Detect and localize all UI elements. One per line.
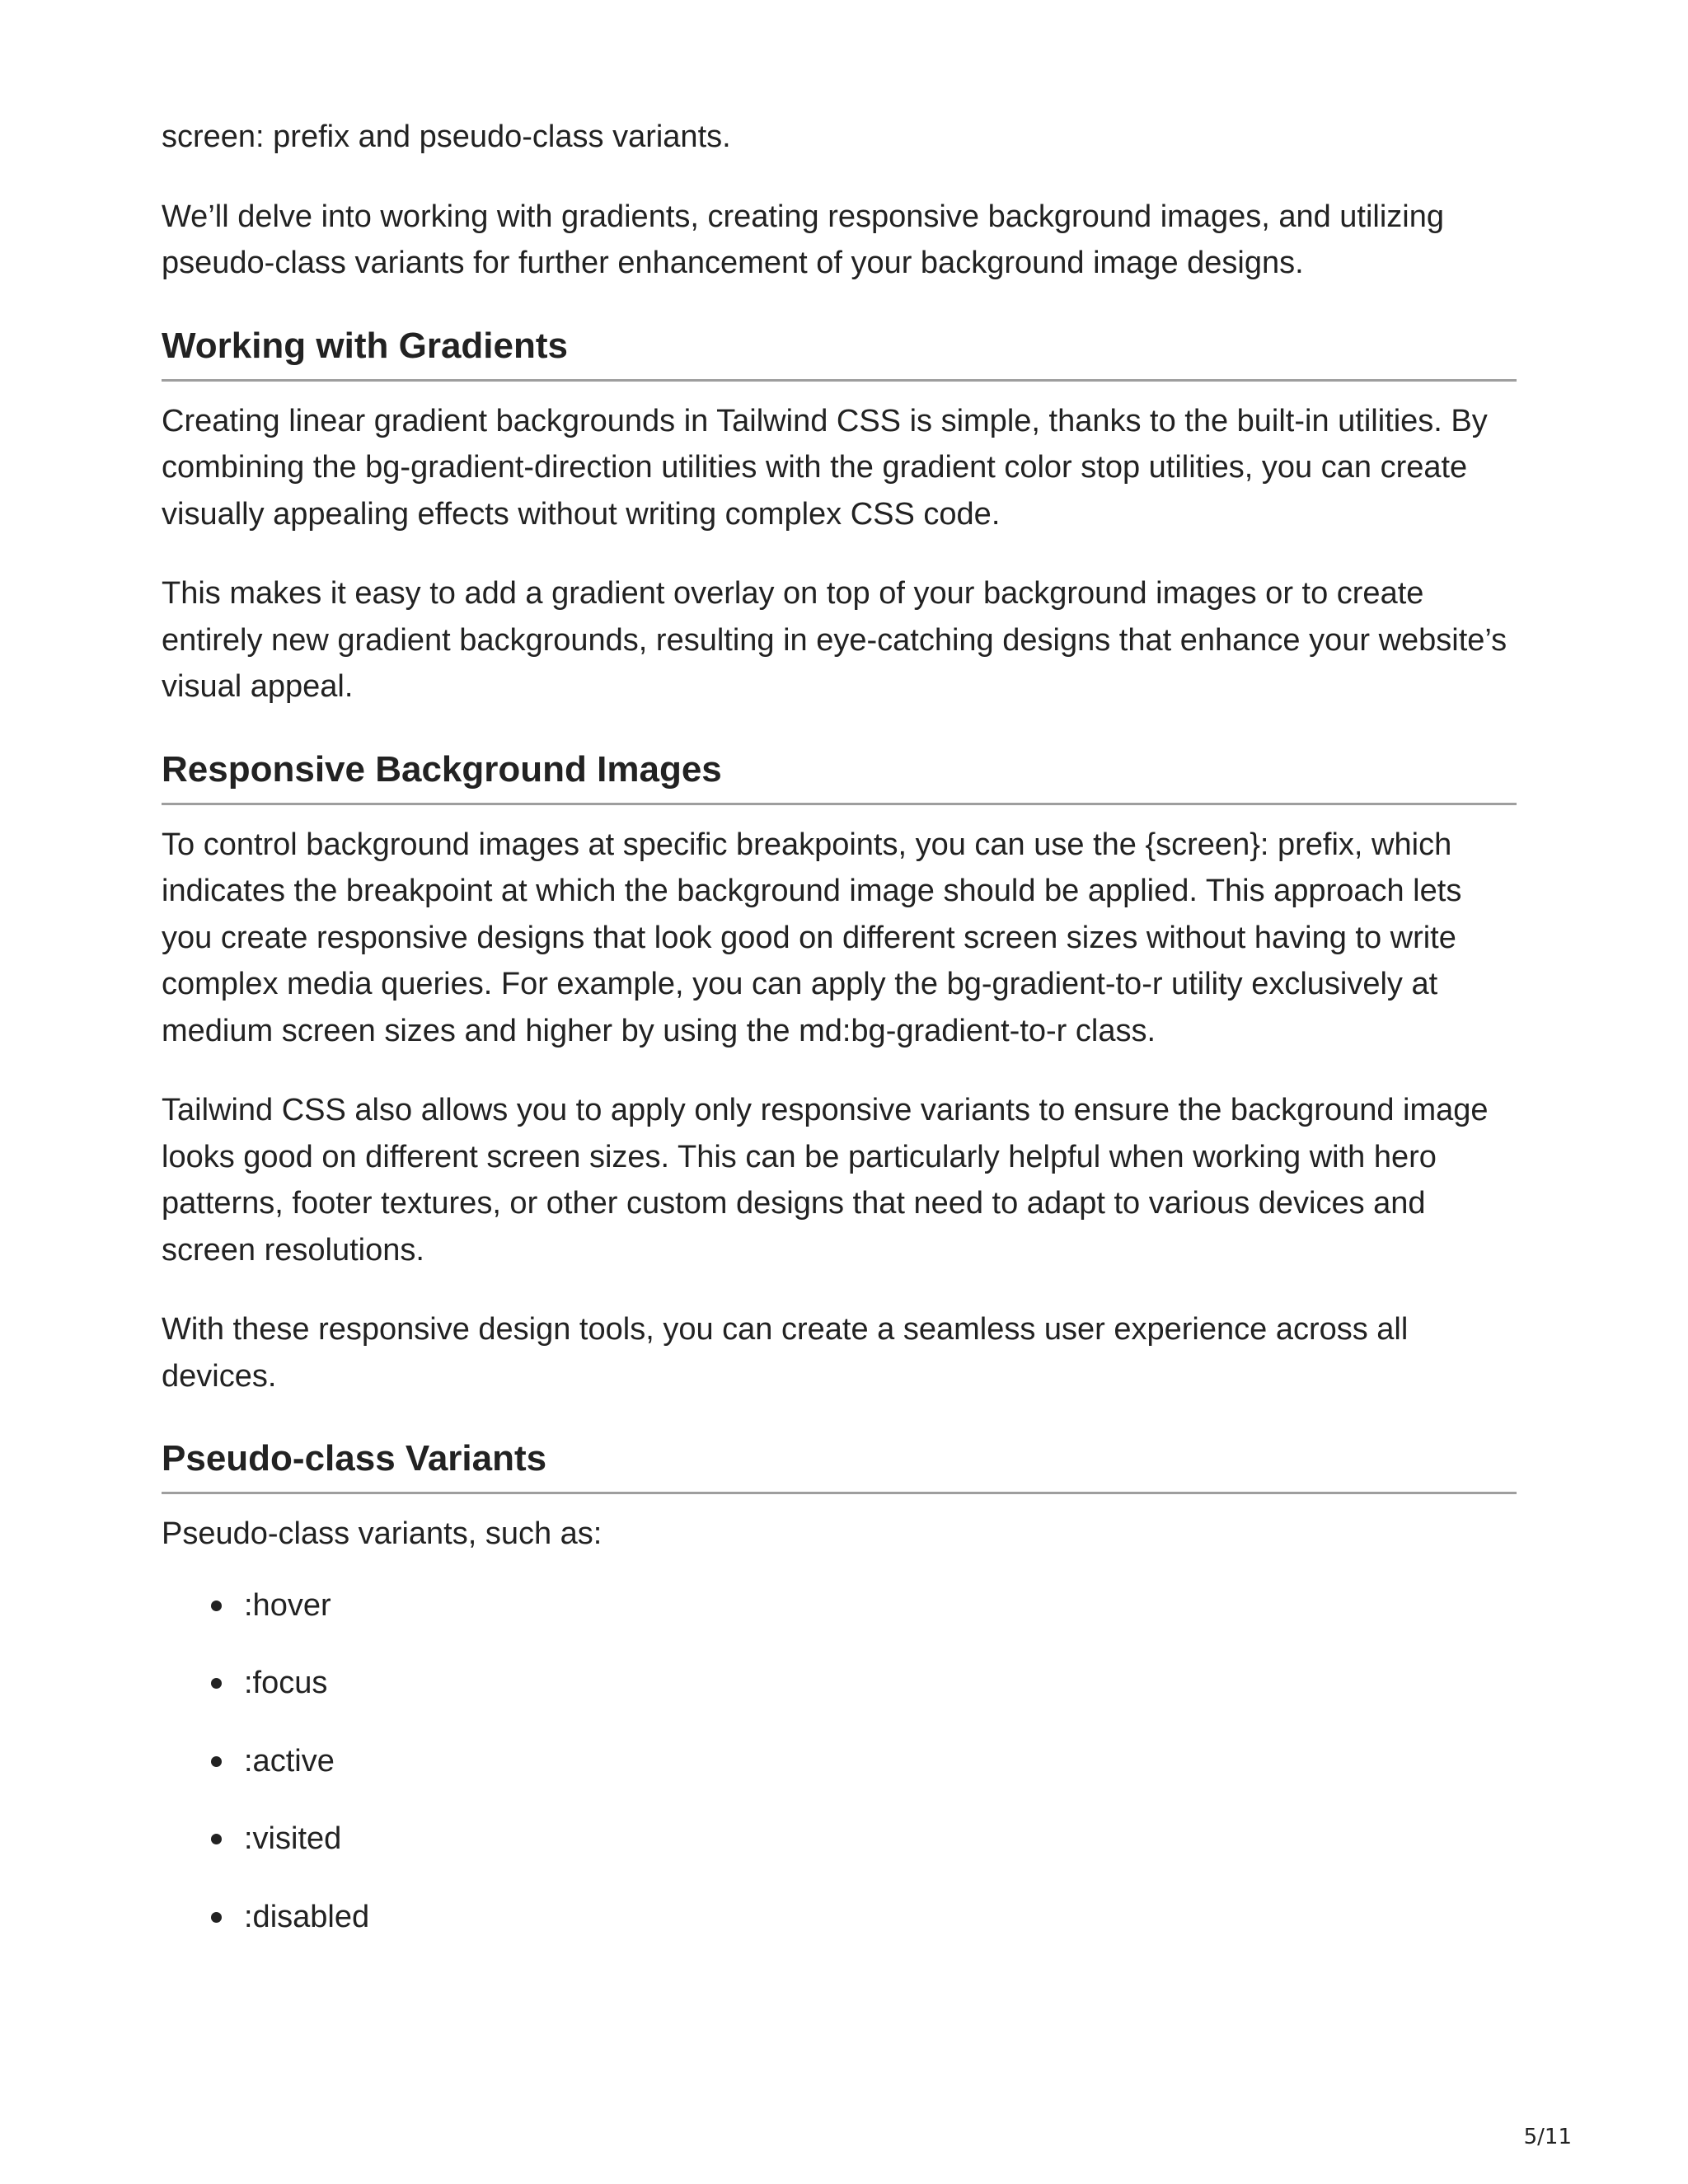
list-item <box>244 1738 1517 1785</box>
section-heading-gradients: Working with Gradients <box>162 323 1517 382</box>
page-number: 5/11 <box>1523 2125 1572 2149</box>
responsive-paragraph-2: Tailwind CSS also allows you to apply only responsive variants to ensure the background image looks good on different screen sizes. This can be particularly helpful when working with hero patterns, footer textures, or other custom designs that need to adapt to various devices and screen resolutions. <box>162 1093 1489 1268</box>
gradients-paragraph-2: This makes it easy to add a gradient overlay on top of your background images or to create entirely new gradient backgrounds, resulting in eye-catching designs that enhance your website’s visual appeal. <box>162 576 1507 704</box>
list-item <box>244 1894 1517 1941</box>
list-item-text: :active <box>244 1743 335 1779</box>
pseudo-paragraph-1: Pseudo-class variants, such as: <box>162 1516 603 1551</box>
bullet-icon <box>211 1678 222 1689</box>
list-item <box>244 1582 1517 1629</box>
list-item-text: :disabled <box>244 1899 370 1934</box>
document-page <box>162 114 1517 1971</box>
responsive-paragraph-3: With these responsive design tools, you can create a seamless user experience across all devices. <box>162 1312 1409 1394</box>
intro-tail-paragraph: screen: prefix and pseudo-class variants. <box>162 120 731 154</box>
bullet-icon <box>211 1834 222 1844</box>
pseudo-class-list <box>162 1582 1517 1941</box>
responsive-paragraph-1: To control background images at specific breakpoints, you can use the {screen}: prefix, which indicates the breakpoint at which the background image should be applied. This approach lets you create responsive designs that look good on different screen sizes without having to write complex media queries. For example, you can apply the bg-gradient-to-r utility exclusively at medium screen sizes and higher by using the md:bg-gradient-to-r class. <box>162 827 1462 1048</box>
bullet-icon <box>211 1912 222 1923</box>
section-heading-responsive: Responsive Background Images <box>162 747 1517 805</box>
list-item <box>244 1816 1517 1863</box>
intro-delve-paragraph: We’ll delve into working with gradients, creating responsive background images, and utilizing pseudo-class variants for further enhancement of your background image designs. <box>162 199 1445 280</box>
bullet-icon <box>211 1756 222 1767</box>
list-item <box>244 1660 1517 1707</box>
list-item-text: :focus <box>244 1666 328 1700</box>
gradients-paragraph-1: Creating linear gradient backgrounds in Tailwind CSS is simple, thanks to the built-in utilities. By combining the bg-gradient-direction utilities with the gradient color stop utilities, you can create visually appealing effects without writing complex CSS code. <box>162 403 1488 532</box>
list-item-text: :hover <box>244 1587 331 1623</box>
list-item-text: :visited <box>244 1821 342 1856</box>
section-heading-pseudo: Pseudo-class Variants <box>162 1436 1517 1494</box>
bullet-icon <box>211 1601 222 1611</box>
